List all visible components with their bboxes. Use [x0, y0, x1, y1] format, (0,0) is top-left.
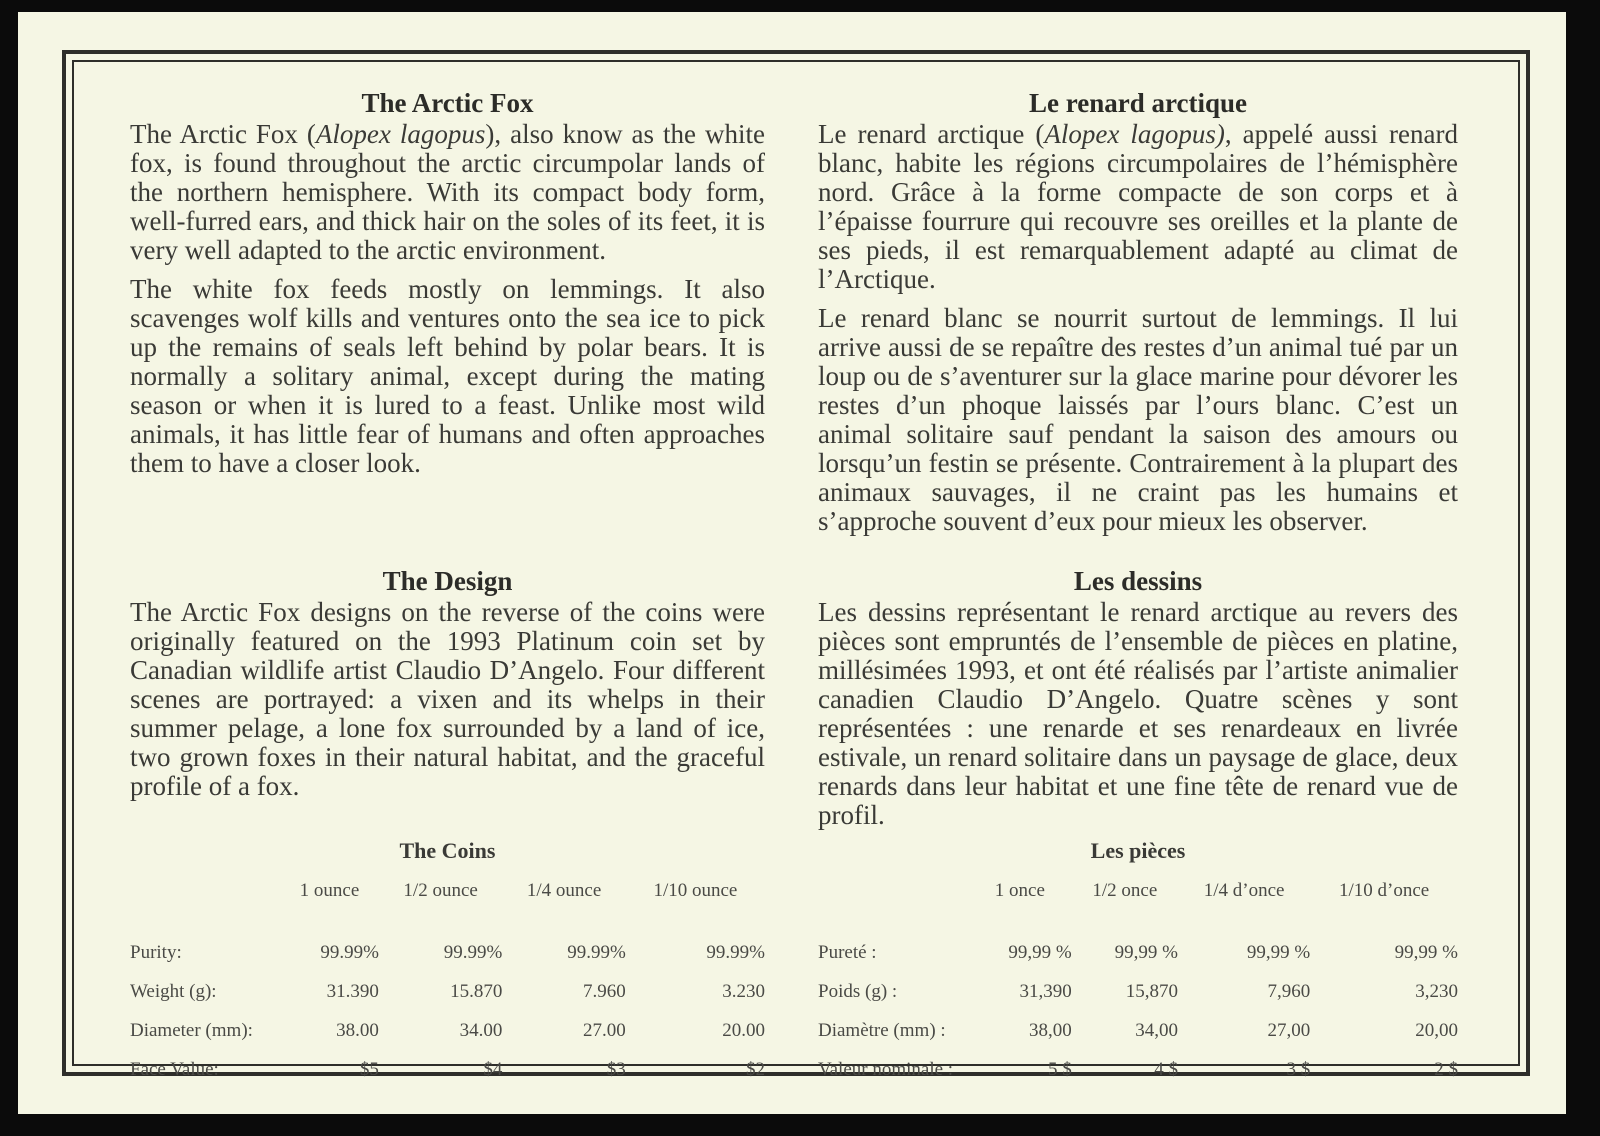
french-title-renard: Le renard arctique [1029, 88, 1247, 118]
table-row: Valeur nominale : 5 $ 4 $ 3 $ 2 $ [818, 1059, 1458, 1080]
table-row: Pureté : 99,99 % 99,99 % 99,99 % 99,99 % [818, 942, 1458, 963]
french-paragraph-2: Le renard blanc se nourrit surtout de lemmings. Il lui arrive aussi de se repaître des restes d’un animal tué par un loup ou de s’aventurer sur la glace marine pour dévorer les restes d’un phoque laissés par l’ours blanc. C’est un animal solitaire sauf pendant la saison des amours ou lorsqu’un festin se présente. Contrairement à la plupart des animaux sauvages, il ne craint pas les humains et s’approche souvent d’eux pour mieux les observer. [818, 303, 1458, 536]
table-row: Face Value: $5 $4 $3 $2 [130, 1059, 765, 1080]
table-row: Diamètre (mm) : 38,00 34,00 27,00 20,00 [818, 1020, 1458, 1041]
english-coins-table [130, 876, 765, 1091]
english-paragraph-3: The Arctic Fox designs on the reverse of the coins were originally featured on the 1993 Platinum coin set by Canadian wildlife artist Claudio D’Angelo. Four different scenes are portrayed: a vixen and its whelps in their summer pelage, a lone fox surrounded by a land of ice, two grown foxes in their natural habitat, and the graceful profile of a fox. [130, 597, 765, 801]
french-design-section [818, 564, 1458, 840]
table-row: Poids (g) : 31,390 15,870 7,960 3,230 [818, 981, 1458, 1002]
english-coins-title: The Coins [399, 838, 496, 863]
table-row: Diameter (mm): 38.00 34.00 27.00 20.00 [130, 1020, 765, 1041]
english-design-section [130, 564, 765, 811]
english-column [130, 86, 765, 1080]
latin-name: Alopex lagopus) [1044, 119, 1225, 149]
french-coins-title: Les pièces [1090, 838, 1186, 863]
table-row: Weight (g): 31.390 15.870 7.960 3.230 [130, 981, 765, 1002]
english-paragraph-1: The Arctic Fox (Alopex lagopus), also know as the white fox, is found throughout the arctic circumpolar lands of the northern hemisphere. With its compact body form, well-furred ears, and thick hair on the soles of its feet, it is very well adapted to the arctic environment. [130, 119, 765, 265]
english-title-design: The Design [382, 566, 513, 596]
english-title-arctic-fox: The Arctic Fox [361, 88, 534, 118]
english-paragraph-2: The white fox feeds mostly on lemmings. It also scavenges wolf kills and ventures onto the sea ice to pick up the remains of seals left behind by polar bears. It is normally a solitary animal, except during the mating season or when it is lured to a feast. Unlike most wild animals, it has little fear of humans and often approaches them to have a closer look. [130, 274, 765, 478]
table-header-row: 1 ounce 1/2 ounce 1/4 ounce 1/10 ounce [299, 880, 738, 901]
french-paragraph-1: Le renard arctique (Alopex lagopus), appelé aussi renard blanc, habite les régions circumpolaires de l’hémisphère nord. Grâce à la forme compacte de son corps et à l’épaisse fourrure qui recouvre ses oreilles et la plante de ses pieds, il est remarquablement adapté au climat de l’Arctique. [818, 119, 1458, 294]
french-column [818, 86, 1458, 1080]
french-coins-table [818, 876, 1458, 1091]
french-paragraph-3: Les dessins représentant le renard arctique au revers des pièces sont empruntés de l’ensemble de pièces en platine, millésimées 1993, et ont été réalisés par l’artiste animalier canadien Claudio D’Angelo. Quatre scènes y sont représentées : une renarde et ses renardeaux en livrée estivale, un renard solitaire dans un paysage de glace, deux renards dans leur habitat et une fine tête de renard vue de profil. [818, 597, 1458, 830]
latin-name: Alopex lagopus [315, 119, 486, 149]
table-header-row: 1 once 1/2 once 1/4 d’once 1/10 d’once [994, 880, 1430, 901]
table-row: Purity: 99.99% 99.99% 99.99% 99.99% [130, 942, 765, 963]
french-title-dessins: Les dessins [1073, 566, 1203, 596]
